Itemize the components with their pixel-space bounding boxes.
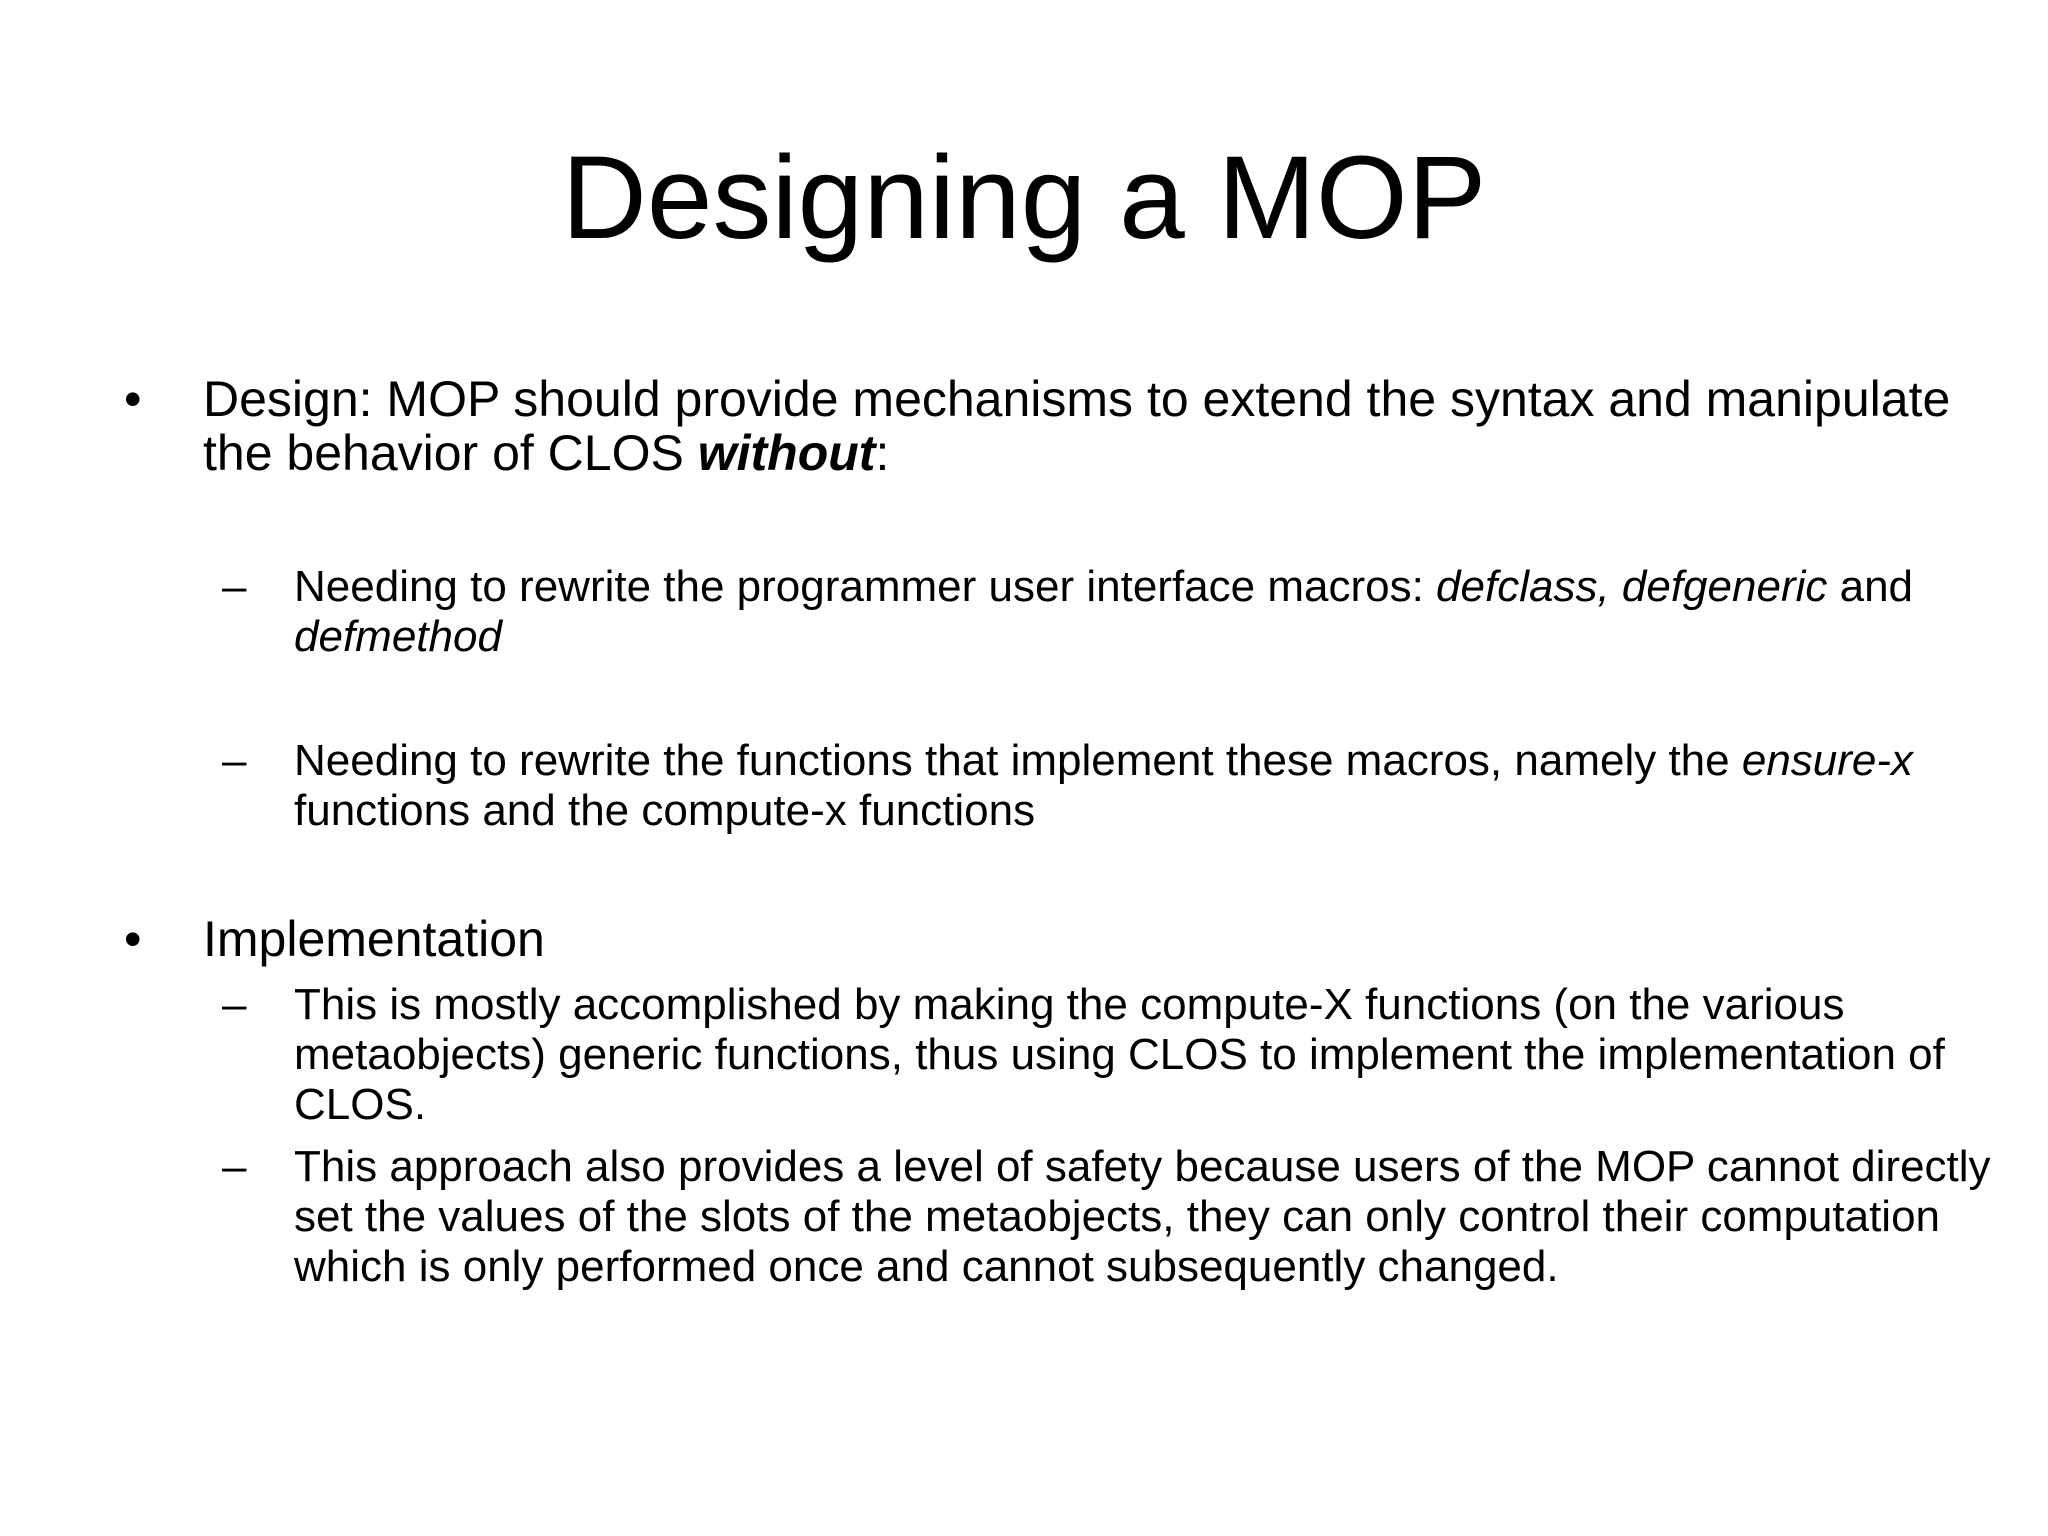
bullet-marker: • xyxy=(124,911,142,967)
bullet-text-suffix: : xyxy=(875,425,890,481)
sub-bullet-marker: – xyxy=(222,1142,247,1191)
sub-bullet-text: This approach also provides a level of safety because users of the MOP cannot directly set the values of the slots of the metaobjects, they can only control their computation which is only performed once and cannot subsequently changed. xyxy=(294,1142,1991,1291)
sub-bullet-marker: – xyxy=(222,562,247,611)
sub-bullet-italic: defclass, defgeneric xyxy=(1436,562,1828,611)
bullet-marker: • xyxy=(124,371,142,427)
bullet-text xyxy=(203,372,1963,480)
bullet-text-main: Design: MOP should provide mechanisms to extend the syntax and manipulate the behavior of CLOS xyxy=(203,371,1951,481)
sub-bullet-text xyxy=(294,562,1994,662)
sub-bullet-text-suffix: functions and the compute-x functions xyxy=(294,786,1036,835)
sub-bullet-text-main: Needing to rewrite the functions that implement these macros, namely the xyxy=(294,736,1742,785)
sub-bullet-text-main: Needing to rewrite the programmer user interface macros: xyxy=(294,562,1437,611)
sub-bullet-marker: – xyxy=(222,980,247,1029)
bullet-text-emphasis: without xyxy=(697,425,876,481)
sub-bullet-marker: – xyxy=(222,736,247,785)
sub-bullet-text: This is mostly accomplished by making the compute-X functions (on the various metaobjects) generic functions, thus using CLOS to implement the implementation of CLOS. xyxy=(294,980,1945,1129)
sub-bullet-italic: defmethod xyxy=(294,612,502,661)
sub-bullet-italic: ensure-x xyxy=(1741,736,1914,785)
slide-title: Designing a MOP xyxy=(561,132,1487,264)
bullet-text: Implementation xyxy=(203,911,545,967)
sub-bullet-text-mid: and xyxy=(1827,562,1914,611)
sub-bullet-text xyxy=(294,736,1994,836)
